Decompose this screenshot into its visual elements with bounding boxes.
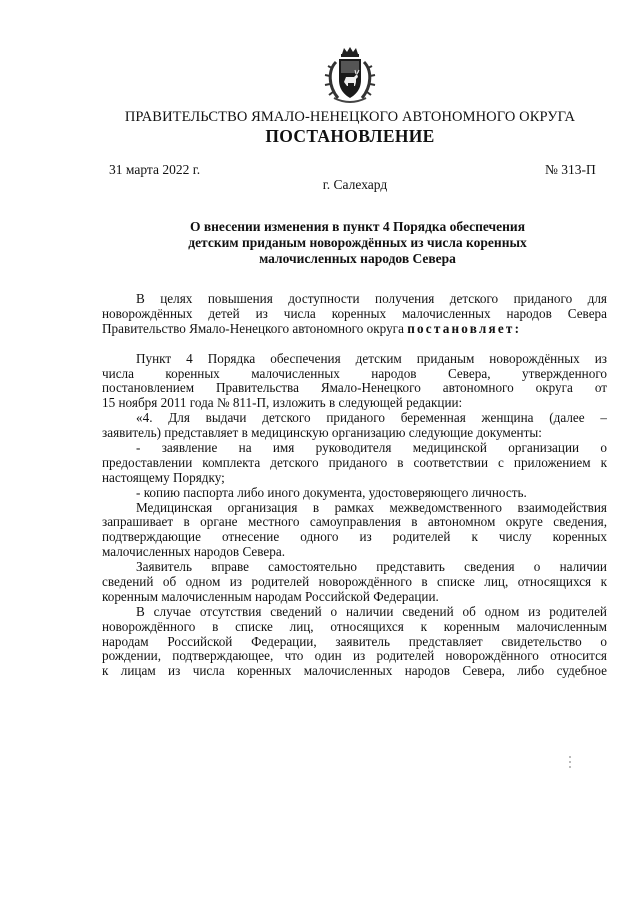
document-city: г. Салехард [322,177,388,192]
paragraph-line: к лицам из числа коренных малочисленных народов Севера, либо судебное [102,664,607,679]
government-name: ПРАВИТЕЛЬСТВО ЯМАЛО-НЕНЕЦКОГО АВТОНОМНОГО ОКРУГА [124,109,576,125]
document-body [102,292,607,679]
scan-mark [569,756,572,770]
paragraph [102,486,607,501]
paragraph-line: Пункт 4 Порядка обеспечения детским приданым новорождённых из [136,351,607,366]
paragraph-line: сведений об одном из родителей новорождённого в списке лиц, относящихся к [102,575,607,590]
paragraph-line: подтверждающие отнесение одного из родителей к числу коренных [102,530,607,545]
paragraph-line: предоставлении комплекта детского приданого в соответствии с приложением к [102,455,607,470]
paragraph-gap [102,337,607,352]
paragraph-line: новорождённого в списке лиц, относящихся к коренным малочисленным [102,619,607,634]
paragraph [102,352,607,412]
paragraph [102,441,607,486]
paragraph-line: малочисленных народов Севера. [102,545,286,560]
title-line: малочисленных народов Севера [259,251,456,266]
paragraph [102,501,607,561]
paragraph-line: Правительство Ямало-Ненецкого автономного округа постановляет: [102,321,522,336]
paragraph [102,411,607,441]
paragraph-line: рождении, подтверждающее, что один из родителей новорождённого относится [102,649,607,664]
paragraph-line: коренным малочисленным народам Российской Федерации. [102,589,439,604]
resolves-keyword: постановляет: [407,321,522,336]
paragraph [102,292,607,337]
title-line: О внесении изменения в пункт 4 Порядка обеспечения [189,219,525,234]
paragraph [102,605,607,679]
paragraph-line: новорождённых детей из числа коренных малочисленных народов Севера [102,306,607,321]
document-type: ПОСТАНОВЛЕНИЕ [265,126,435,146]
coat-of-arms-emblem-icon [322,46,378,106]
paragraph-line: В целях повышения доступности получения детского приданого для [136,292,607,306]
paragraph-line: настоящему Порядку; [102,470,225,485]
paragraph-line: В случае отсутствия сведений о наличии сведений об одном из родителей [136,604,607,619]
document-number: № 313-П [545,162,596,177]
paragraph-line: - заявление на имя руководителя медицинской организации о [136,441,607,456]
title-line: детским приданым новорождённых из числа коренных [188,235,527,250]
paragraph-line: запрашивает в органе местного самоуправления в автономном округе сведения, [102,515,607,530]
document-title [160,219,555,267]
document-date: 31 марта 2022 г. [109,162,201,177]
paragraph [102,560,607,605]
paragraph-line: 15 ноября 2011 года № 811-П, изложить в следующей редакции: [102,396,463,411]
paragraph-line: Медицинская организация в рамках межведомственного взаимодействия [136,500,607,515]
paragraph-line: постановлением Правительства Ямало-Ненецкого автономного округа от [102,381,607,396]
paragraph-line: Заявитель вправе самостоятельно представить сведения о наличии [136,560,607,575]
paragraph-line: народам Российской Федерации, заявитель представляет свидетельство о [102,634,607,649]
paragraph-line: - копию паспорта либо иного документа, удостоверяющего личность. [136,485,527,500]
paragraph-line: заявитель) представляет в медицинскую организацию следующие документы: [102,426,542,441]
paragraph-line: «4. Для выдачи детского приданого беременная женщина (далее – [136,411,607,426]
paragraph-line: числа коренных малочисленных народов Севера, утвержденного [102,366,607,381]
